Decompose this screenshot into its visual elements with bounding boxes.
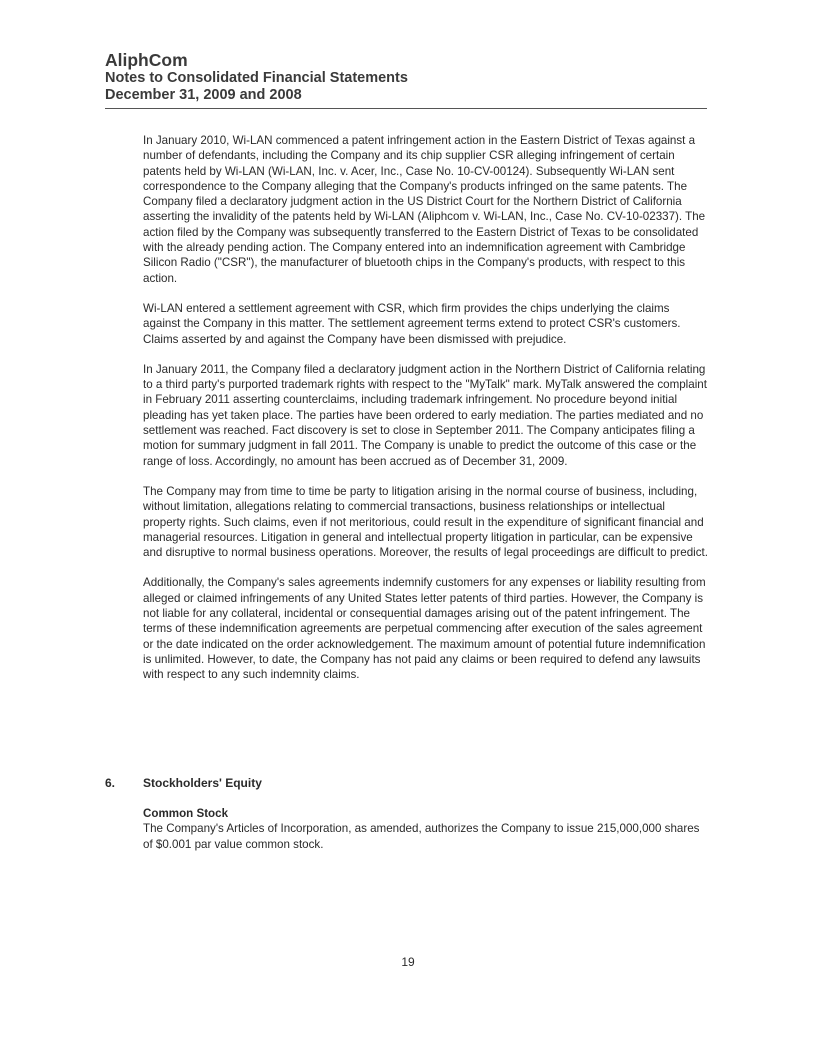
header-rule <box>105 108 707 109</box>
paragraph-mytalk-action: In January 2011, the Company filed a declaratory judgment action in the Northern District of California relating to a third party's purported trademark rights with respect to the "MyTalk" mark. MyTalk answered the complaint in February 2011 asserting counterclaims, including trademark infringement. No procedure beyond initial pleading has yet taken place. The parties have been ordered to early mediation. The parties mediated and no settlement was reached. Fact discovery is set to close in September 2011. The Company anticipates filing a motion for summary judgment in fall 2011. The Company is unable to predict the outcome of this case or the range of loss. Accordingly, no amount has been accrued as of December 31, 2009. <box>143 362 707 468</box>
subsection-common-stock <box>143 806 708 852</box>
page-number: 19 <box>401 955 415 969</box>
section-number: 6. <box>105 776 116 790</box>
company-name: AliphCom <box>105 50 188 70</box>
body-text <box>143 133 708 698</box>
page-header <box>105 50 707 104</box>
subsection-title: Common Stock <box>143 807 229 820</box>
document-title: Notes to Consolidated Financial Statements <box>105 70 408 86</box>
section-title: Stockholders' Equity <box>143 776 262 790</box>
paragraph-indemnification: Additionally, the Company's sales agreements indemnify customers for any expenses or liability resulting from alleged or claimed infringements of any United States letter patents of third parties. However, the Company is not liable for any collateral, incidental or consequential damages arising out of the patent infringement. The terms of these indemnification agreements are perpetual commencing after execution of the sales agreement or the date indicated on the order acknowledgement. The maximum amount of potential future indemnification is unlimited. However, to date, the Company has not paid any claims or been required to defend any lawsuits with respect to any such indemnity claims. <box>143 576 706 682</box>
paragraph-general-litigation: The Company may from time to time be party to litigation arising in the normal course of business, including, without limitation, allegations relating to commercial transactions, business relationships or intellectual property rights. Such claims, even if not meritorious, could result in the expenditure of significant financial and managerial resources. Litigation in general and intellectual property litigation in particular, can be expensive and disruptive to normal business operations. Moreover, the results of legal proceedings are difficult to predict. <box>143 484 708 560</box>
subsection-text: The Company's Articles of Incorporation, as amended, authorizes the Company to issue 215,000,000 shares of $0.001 par value common stock. <box>143 822 700 851</box>
paragraph-wilan-action: In January 2010, Wi-LAN commenced a patent infringement action in the Eastern District of Texas against a number of defendants, including the Company and its chip supplier CSR alleging infringement of certain patents held by Wi-LAN (Wi-LAN, Inc. v. Acer, Inc., Case No. 10-CV-00124). Subsequently Wi-LAN sent correspondence to the Company alleging that the Company's products infringed on the same patents. The Company filed a declaratory judgment action in the US District Court for the Northern District of California asserting the invalidity of the patents held by Wi-LAN (Aliphcom v. Wi-LAN, Inc., Case No. CV-10-02337). The action filed by the Company was subsequently transferred to the Eastern District of Texas to be consolidated with the already pending action. The Company entered into an indemnification agreement with Cambridge Silicon Radio ("CSR"), the manufacturer of bluetooth chips in the Company's products, with respect to this action. <box>143 134 706 285</box>
document-date: December 31, 2009 and 2008 <box>105 87 302 103</box>
paragraph-wilan-settlement: Wi-LAN entered a settlement agreement with CSR, which firm provides the chips underlying the claims against the Company in this matter. The settlement agreement terms extend to protect CSR's customers. Claims asserted by and against the Company have been dismissed with prejudice. <box>143 301 681 346</box>
